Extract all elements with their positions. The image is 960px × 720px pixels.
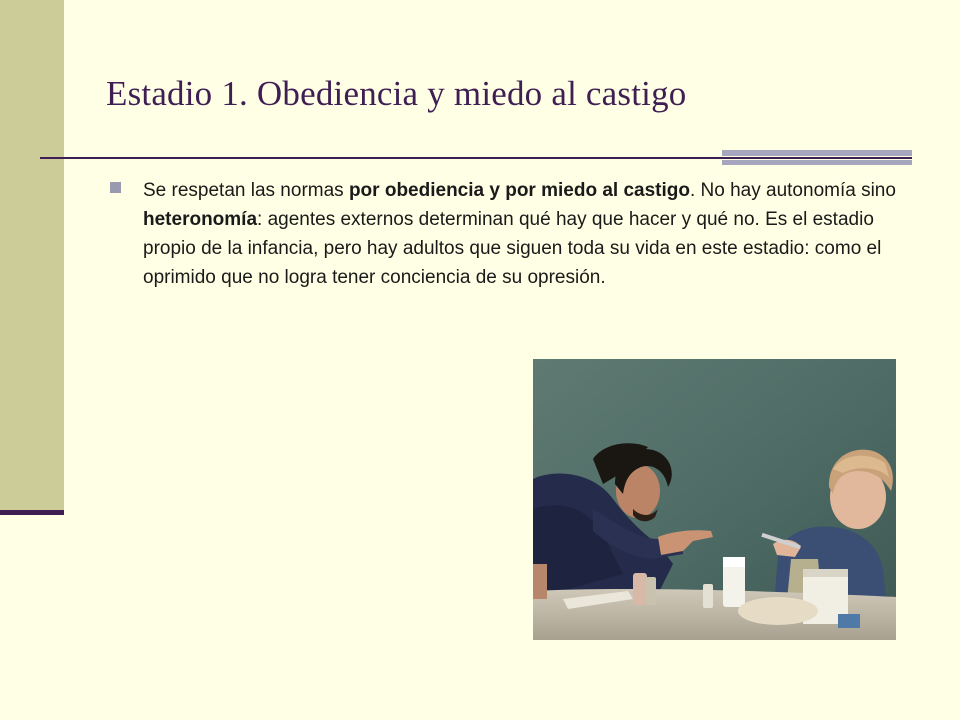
left-decorative-band [0, 0, 64, 510]
photo-father-pointing-at-child [533, 359, 896, 640]
bullet-text [143, 176, 903, 292]
title-divider-accent-bottom [722, 160, 912, 165]
square-bullet-icon [110, 182, 121, 193]
title-divider-accent-top [722, 150, 912, 156]
left-band-underline [0, 510, 64, 515]
bullet-text-part2: . No hay autonomía sino [689, 180, 896, 201]
bullet-text-part1: Se respetan las normas [143, 180, 349, 201]
bullet-text-bold2: heteronomía [143, 209, 258, 230]
bullet-text-part3: : agentes externos determinan qué hay que hacer y qué no. Es el estadio propio de la infancia, pero hay adultos que siguen toda su vida en este estadio: como el oprimido que no logra tener conciencia de su opresión. [143, 209, 882, 288]
slide-title: Estadio 1. Obediencia y miedo al castigo [106, 74, 687, 113]
bullet-text-bold1: por obediencia y por miedo al castigo [348, 180, 690, 201]
title-divider [40, 157, 912, 159]
photo-illustration [533, 359, 896, 640]
